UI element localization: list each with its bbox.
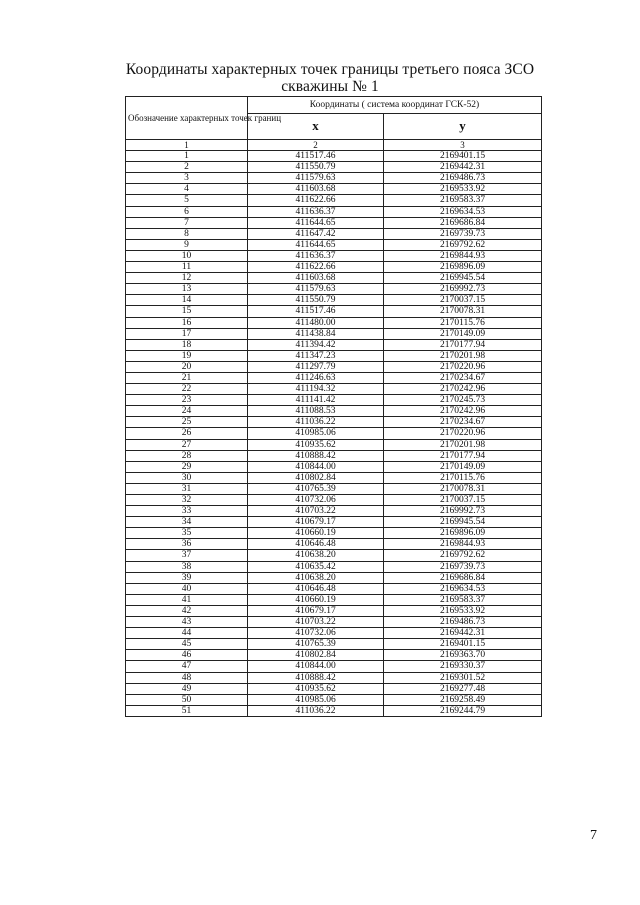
- y-coordinate: 2170037.15: [384, 295, 542, 306]
- y-coordinate: 2170201.98: [384, 350, 542, 361]
- table-row: [126, 384, 542, 395]
- y-coordinate: 2169401.15: [384, 151, 542, 162]
- x-coordinate: 411517.46: [248, 306, 384, 317]
- x-coordinate: 411480.00: [248, 317, 384, 328]
- point-number: 23: [126, 395, 248, 406]
- point-number: 34: [126, 517, 248, 528]
- x-coordinate: 411036.22: [248, 705, 384, 716]
- x-coordinate: 410765.39: [248, 639, 384, 650]
- table-row: [126, 483, 542, 494]
- point-number: 24: [126, 406, 248, 417]
- x-coordinate: 411297.79: [248, 361, 384, 372]
- x-coordinate: 410679.17: [248, 605, 384, 616]
- x-coordinate: 410679.17: [248, 517, 384, 528]
- x-coordinate: 410646.48: [248, 539, 384, 550]
- table-row: [126, 594, 542, 605]
- y-coordinate: 2170078.31: [384, 483, 542, 494]
- point-number: 10: [126, 250, 248, 261]
- y-coordinate: 2169442.31: [384, 162, 542, 173]
- x-coordinate: 410985.06: [248, 428, 384, 439]
- y-coordinate: 2169792.62: [384, 550, 542, 561]
- point-number: 8: [126, 228, 248, 239]
- index-cell-2: 2: [248, 140, 384, 151]
- x-coordinate: 410844.00: [248, 461, 384, 472]
- y-coordinate: 2170149.09: [384, 328, 542, 339]
- point-number: 50: [126, 694, 248, 705]
- point-number: 39: [126, 572, 248, 583]
- table-row: [126, 306, 542, 317]
- index-cell-3: 3: [384, 140, 542, 151]
- table-row: [126, 151, 542, 162]
- y-coordinate: 2169486.73: [384, 173, 542, 184]
- y-coordinate: 2170245.73: [384, 395, 542, 406]
- y-coordinate: 2169401.15: [384, 639, 542, 650]
- point-number: 49: [126, 683, 248, 694]
- table-index-row: [126, 140, 542, 151]
- table-row: [126, 528, 542, 539]
- table-row: [126, 539, 542, 550]
- point-number: 32: [126, 495, 248, 506]
- point-number: 11: [126, 262, 248, 273]
- y-coordinate: 2170149.09: [384, 461, 542, 472]
- table-row: [126, 262, 542, 273]
- point-number: 12: [126, 273, 248, 284]
- table-row: [126, 561, 542, 572]
- x-coordinate: 410732.06: [248, 495, 384, 506]
- y-coordinate: 2170242.96: [384, 406, 542, 417]
- table-row: [126, 472, 542, 483]
- table-row: [126, 672, 542, 683]
- point-number: 20: [126, 361, 248, 372]
- table-row: [126, 317, 542, 328]
- table-row: [126, 461, 542, 472]
- point-number: 25: [126, 417, 248, 428]
- point-number: 2: [126, 162, 248, 173]
- point-number: 16: [126, 317, 248, 328]
- table-row: [126, 694, 542, 705]
- y-coordinate: 2170220.96: [384, 428, 542, 439]
- point-number: 9: [126, 239, 248, 250]
- x-coordinate: 410765.39: [248, 483, 384, 494]
- point-number: 47: [126, 661, 248, 672]
- table-header-row: [126, 97, 542, 114]
- header-x: x: [248, 113, 384, 139]
- table-row: [126, 239, 542, 250]
- point-number: 45: [126, 639, 248, 650]
- point-number: 26: [126, 428, 248, 439]
- table-row: [126, 361, 542, 372]
- point-number: 36: [126, 539, 248, 550]
- x-coordinate: 411347.23: [248, 350, 384, 361]
- y-coordinate: 2169792.62: [384, 239, 542, 250]
- y-coordinate: 2169442.31: [384, 628, 542, 639]
- page-number: 7: [590, 828, 597, 843]
- point-number: 3: [126, 173, 248, 184]
- table-row: [126, 439, 542, 450]
- table-row: [126, 195, 542, 206]
- x-coordinate: 411550.79: [248, 295, 384, 306]
- table-row: [126, 339, 542, 350]
- y-coordinate: 2170234.67: [384, 372, 542, 383]
- title-line-2: скважины № 1: [281, 78, 379, 95]
- table-row: [126, 639, 542, 650]
- x-coordinate: 411644.65: [248, 239, 384, 250]
- table-row: [126, 705, 542, 716]
- x-coordinate: 411636.37: [248, 206, 384, 217]
- point-number: 15: [126, 306, 248, 317]
- table-row: [126, 372, 542, 383]
- y-coordinate: 2169844.93: [384, 250, 542, 261]
- x-coordinate: 410888.42: [248, 450, 384, 461]
- table-row: [126, 550, 542, 561]
- table-row: [126, 295, 542, 306]
- x-coordinate: 411579.63: [248, 173, 384, 184]
- x-coordinate: 410703.22: [248, 617, 384, 628]
- y-coordinate: 2169301.52: [384, 672, 542, 683]
- x-coordinate: 411394.42: [248, 339, 384, 350]
- header-coordinates: Координаты ( система координат ГСК-52): [248, 97, 542, 114]
- table-row: [126, 217, 542, 228]
- y-coordinate: 2169739.73: [384, 228, 542, 239]
- y-coordinate: 2169992.73: [384, 284, 542, 295]
- point-number: 35: [126, 528, 248, 539]
- table-row: [126, 450, 542, 461]
- point-number: 18: [126, 339, 248, 350]
- x-coordinate: 411636.37: [248, 250, 384, 261]
- x-coordinate: 410732.06: [248, 628, 384, 639]
- x-coordinate: 410646.48: [248, 583, 384, 594]
- point-number: 38: [126, 561, 248, 572]
- x-coordinate: 410660.19: [248, 528, 384, 539]
- table-row: [126, 617, 542, 628]
- point-number: 37: [126, 550, 248, 561]
- point-number: 48: [126, 672, 248, 683]
- x-coordinate: 410703.22: [248, 506, 384, 517]
- y-coordinate: 2169945.54: [384, 517, 542, 528]
- document-title: [120, 61, 540, 95]
- x-coordinate: 411603.68: [248, 184, 384, 195]
- y-coordinate: 2169739.73: [384, 561, 542, 572]
- point-number: 43: [126, 617, 248, 628]
- point-number: 6: [126, 206, 248, 217]
- table-row: [126, 517, 542, 528]
- point-number: 30: [126, 472, 248, 483]
- x-coordinate: 411036.22: [248, 417, 384, 428]
- point-number: 5: [126, 195, 248, 206]
- point-number: 4: [126, 184, 248, 195]
- x-coordinate: 411088.53: [248, 406, 384, 417]
- header-points: Обозначение характерных точек границ: [126, 97, 248, 140]
- table-row: [126, 683, 542, 694]
- x-coordinate: 411622.66: [248, 262, 384, 273]
- table-row: [126, 495, 542, 506]
- y-coordinate: 2170177.94: [384, 450, 542, 461]
- table-row: [126, 605, 542, 616]
- y-coordinate: 2170078.31: [384, 306, 542, 317]
- point-number: 46: [126, 650, 248, 661]
- y-coordinate: 2170234.67: [384, 417, 542, 428]
- y-coordinate: 2169244.79: [384, 705, 542, 716]
- y-coordinate: 2169634.53: [384, 583, 542, 594]
- y-coordinate: 2169844.93: [384, 539, 542, 550]
- x-coordinate: 411579.63: [248, 284, 384, 295]
- y-coordinate: 2169992.73: [384, 506, 542, 517]
- point-number: 31: [126, 483, 248, 494]
- y-coordinate: 2169686.84: [384, 217, 542, 228]
- table-row: [126, 228, 542, 239]
- table-row: [126, 661, 542, 672]
- x-coordinate: 411246.63: [248, 372, 384, 383]
- y-coordinate: 2169945.54: [384, 273, 542, 284]
- index-cell-1: 1: [126, 140, 248, 151]
- x-coordinate: 410638.20: [248, 572, 384, 583]
- table-row: [126, 206, 542, 217]
- x-coordinate: 411603.68: [248, 273, 384, 284]
- table-row: [126, 273, 542, 284]
- table-row: [126, 628, 542, 639]
- table-row: [126, 328, 542, 339]
- y-coordinate: 2170115.76: [384, 472, 542, 483]
- y-coordinate: 2170242.96: [384, 384, 542, 395]
- point-number: 44: [126, 628, 248, 639]
- x-coordinate: 411647.42: [248, 228, 384, 239]
- y-coordinate: 2170177.94: [384, 339, 542, 350]
- y-coordinate: 2169686.84: [384, 572, 542, 583]
- x-coordinate: 410802.84: [248, 650, 384, 661]
- table-row: [126, 173, 542, 184]
- point-number: 42: [126, 605, 248, 616]
- x-coordinate: 411644.65: [248, 217, 384, 228]
- x-coordinate: 410638.20: [248, 550, 384, 561]
- x-coordinate: 410935.62: [248, 683, 384, 694]
- y-coordinate: 2169533.92: [384, 605, 542, 616]
- x-coordinate: 411438.84: [248, 328, 384, 339]
- title-line-1: Координаты характерных точек границы третьего пояса ЗСО: [125, 61, 535, 78]
- point-number: 27: [126, 439, 248, 450]
- y-coordinate: 2170220.96: [384, 361, 542, 372]
- y-coordinate: 2170037.15: [384, 495, 542, 506]
- table-row: [126, 284, 542, 295]
- table-row: [126, 184, 542, 195]
- table-row: [126, 406, 542, 417]
- point-number: 33: [126, 506, 248, 517]
- y-coordinate: 2169486.73: [384, 617, 542, 628]
- point-number: 14: [126, 295, 248, 306]
- point-number: 40: [126, 583, 248, 594]
- x-coordinate: 410635.42: [248, 561, 384, 572]
- table-row: [126, 650, 542, 661]
- x-coordinate: 411550.79: [248, 162, 384, 173]
- table-row: [126, 428, 542, 439]
- y-coordinate: 2169896.09: [384, 262, 542, 273]
- table-row: [126, 572, 542, 583]
- table-row: [126, 395, 542, 406]
- x-coordinate: 410935.62: [248, 439, 384, 450]
- y-coordinate: 2169277.48: [384, 683, 542, 694]
- y-coordinate: 2169896.09: [384, 528, 542, 539]
- table-row: [126, 162, 542, 173]
- x-coordinate: 410660.19: [248, 594, 384, 605]
- x-coordinate: 410802.84: [248, 472, 384, 483]
- point-number: 7: [126, 217, 248, 228]
- x-coordinate: 411141.42: [248, 395, 384, 406]
- table-row: [126, 350, 542, 361]
- table-row: [126, 250, 542, 261]
- y-coordinate: 2169533.92: [384, 184, 542, 195]
- x-coordinate: 410985.06: [248, 694, 384, 705]
- y-coordinate: 2169634.53: [384, 206, 542, 217]
- header-y: y: [384, 113, 542, 139]
- point-number: 13: [126, 284, 248, 295]
- point-number: 22: [126, 384, 248, 395]
- x-coordinate: 411194.32: [248, 384, 384, 395]
- y-coordinate: 2169583.37: [384, 195, 542, 206]
- x-coordinate: 410844.00: [248, 661, 384, 672]
- x-coordinate: 411517.46: [248, 151, 384, 162]
- point-number: 29: [126, 461, 248, 472]
- y-coordinate: 2169583.37: [384, 594, 542, 605]
- point-number: 28: [126, 450, 248, 461]
- point-number: 51: [126, 705, 248, 716]
- point-number: 19: [126, 350, 248, 361]
- x-coordinate: 410888.42: [248, 672, 384, 683]
- x-coordinate: 411622.66: [248, 195, 384, 206]
- table-row: [126, 583, 542, 594]
- point-number: 17: [126, 328, 248, 339]
- table-row: [126, 417, 542, 428]
- point-number: 1: [126, 151, 248, 162]
- y-coordinate: 2170115.76: [384, 317, 542, 328]
- coordinates-table-body: [126, 97, 542, 717]
- y-coordinate: 2169363.70: [384, 650, 542, 661]
- y-coordinate: 2169330.37: [384, 661, 542, 672]
- point-number: 21: [126, 372, 248, 383]
- coordinates-table: [125, 96, 542, 717]
- table-row: [126, 506, 542, 517]
- y-coordinate: 2170201.98: [384, 439, 542, 450]
- y-coordinate: 2169258.49: [384, 694, 542, 705]
- point-number: 41: [126, 594, 248, 605]
